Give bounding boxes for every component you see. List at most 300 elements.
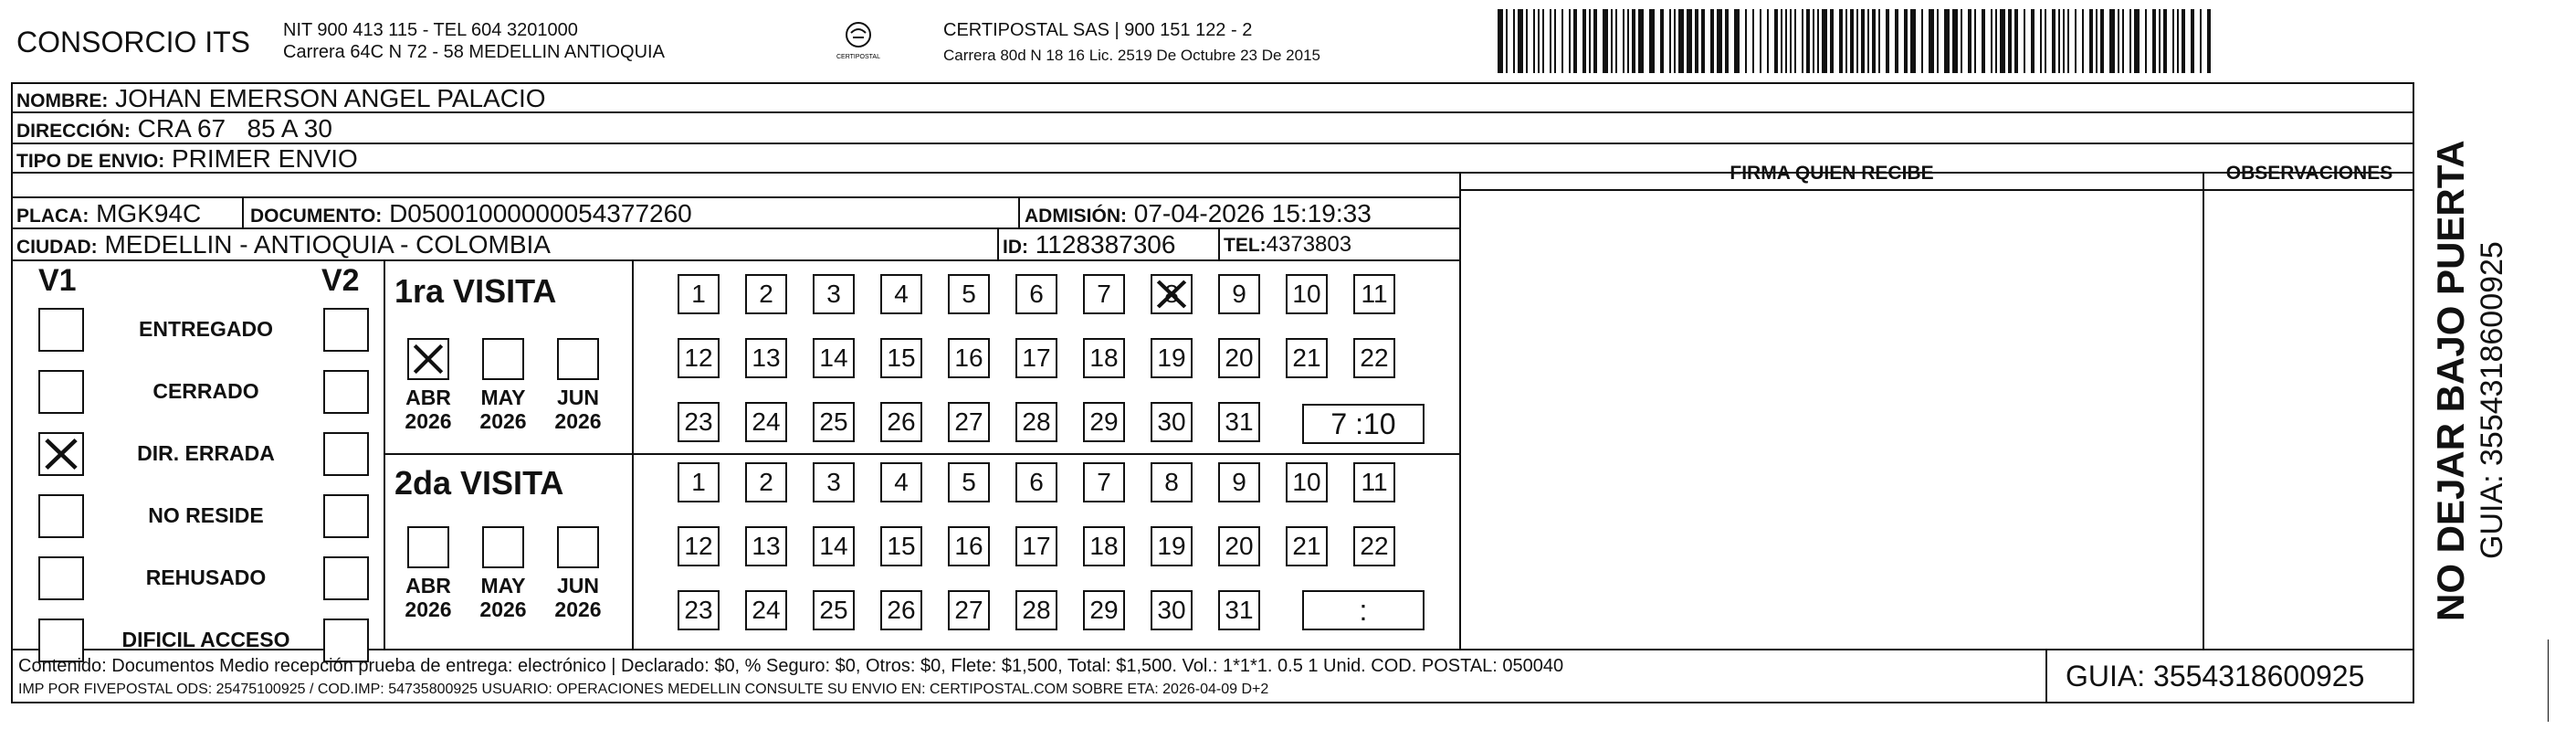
v2-checkbox[interactable] (323, 556, 369, 600)
day-box[interactable] (813, 462, 855, 502)
id-label: ID: (1003, 237, 1028, 258)
month-year: 2026 (405, 409, 452, 433)
company-name: CONSORCIO ITS (16, 26, 251, 58)
day-box[interactable] (948, 402, 990, 442)
ciudad-value: MEDELLIN - ANTIOQUIA - COLOMBIA (104, 230, 551, 259)
v2-checkbox[interactable] (323, 432, 369, 476)
v1-checkbox[interactable] (38, 494, 84, 538)
barcode-bar (1687, 9, 1692, 73)
day-number: 7 (1097, 468, 1111, 496)
barcode-bar (1790, 9, 1792, 73)
barcode-bar (1921, 9, 1923, 73)
day-number: 24 (752, 407, 781, 436)
day-number: 6 (1029, 280, 1044, 308)
barcode-bar (1830, 9, 1834, 73)
v1-checkbox[interactable] (38, 308, 84, 352)
day-box[interactable] (1151, 526, 1193, 566)
firma-header: FIRMA QUIEN RECIBE (1730, 163, 1934, 184)
v1-checkbox[interactable] (38, 556, 84, 600)
month-name: ABR (405, 386, 451, 409)
admision-label: ADMISIÓN: (1025, 206, 1127, 227)
tipo-field (16, 144, 358, 174)
barcode-bar (2145, 9, 2147, 73)
tel-value: 4373803 (1266, 232, 1352, 257)
day-box[interactable] (1015, 526, 1057, 566)
barcode-bar (2008, 9, 2012, 73)
day-number: 12 (684, 532, 713, 560)
day-box[interactable] (678, 462, 720, 502)
barcode-bar (2191, 9, 2194, 73)
footer-guia: GUIA: 3554318600925 (2066, 660, 2365, 692)
day-number: 10 (1292, 280, 1321, 308)
day-number: 1 (691, 468, 706, 496)
day-number: 14 (819, 344, 848, 372)
month-name: MAY (480, 386, 526, 409)
barcode-bar (2000, 9, 2005, 73)
day-number: 28 (1022, 407, 1051, 436)
barcode-bar (2067, 9, 2069, 73)
day-box[interactable] (813, 402, 855, 442)
day-box[interactable] (813, 274, 855, 314)
day-box[interactable] (745, 402, 787, 442)
day-box[interactable] (1083, 402, 1125, 442)
documento-label: DOCUMENTO: (250, 206, 383, 227)
id-value: 1128387306 (1035, 230, 1176, 259)
barcode-bar (1861, 9, 1865, 73)
day-number: 18 (1089, 532, 1119, 560)
day-box[interactable] (1015, 338, 1057, 378)
barcode-bar (1774, 9, 1778, 73)
nombre-value: JOHAN EMERSON ANGEL PALACIO (115, 84, 546, 112)
day-box[interactable] (880, 402, 922, 442)
barcode-bar (1611, 9, 1613, 73)
tel-field (1224, 232, 1351, 258)
col-divider (2203, 172, 2204, 649)
day-box[interactable] (1286, 338, 1328, 378)
barcode-bar (1867, 9, 1869, 73)
nombre-field (16, 84, 546, 113)
admision-field (1025, 199, 1372, 228)
day-box[interactable] (948, 526, 990, 566)
cell-divider (2045, 649, 2047, 703)
day-box[interactable] (948, 590, 990, 630)
day-box[interactable] (1353, 462, 1395, 502)
barcode-bar (1895, 9, 1898, 73)
day-number: 29 (1089, 596, 1119, 624)
status-label: REHUSADO (145, 566, 267, 589)
day-number: 21 (1292, 344, 1321, 372)
day-box[interactable] (1015, 462, 1057, 502)
second-visit-time[interactable]: : (1302, 590, 1425, 630)
barcode-bar (2172, 9, 2174, 73)
cell-divider (384, 259, 385, 649)
day-box[interactable] (745, 590, 787, 630)
day-box[interactable] (1083, 462, 1125, 502)
month-checkbox[interactable] (557, 338, 599, 380)
barcode-bar (2075, 9, 2077, 73)
v2-checkbox[interactable] (323, 494, 369, 538)
month-name: JUN (556, 574, 599, 597)
cell-divider (1018, 196, 1020, 227)
placa-field (16, 199, 201, 228)
day-number: 13 (752, 532, 781, 560)
status-label: DIFICIL ACCESO (121, 628, 290, 651)
status-label: CERRADO (152, 379, 259, 403)
footer-imp: IMP POR FIVEPOSTAL ODS: 25475100925 / COD.IMP: 54735800925 USUARIO: OPERACIONES MEDELLIN CONSULTE SU ENVIO EN: CERTIPOSTAL.COM SOBRE ETA: 2026-04-09 D+2 (18, 682, 1269, 697)
day-box[interactable] (1151, 274, 1193, 314)
day-number: 26 (887, 596, 916, 624)
barcode-bar (1910, 9, 1916, 73)
barcode-bar (2089, 9, 2093, 73)
barcode (1498, 9, 2219, 73)
cell-divider (1218, 227, 1220, 259)
day-box[interactable] (1353, 338, 1395, 378)
barcode-bar (2129, 9, 2131, 73)
barcode-bar (1649, 9, 1655, 73)
month-year: 2026 (554, 409, 602, 433)
day-number: 29 (1089, 407, 1119, 436)
barcode-bar (2031, 9, 2035, 73)
barcode-bar (1660, 9, 1664, 73)
barcode-bar (1615, 9, 1617, 73)
day-number: 2 (759, 280, 773, 308)
x-mark-icon (409, 340, 447, 378)
month-checkbox[interactable] (557, 526, 599, 568)
month-label (399, 574, 457, 621)
col-divider (1459, 172, 1461, 649)
direccion-value: CRA 67 85 A 30 (137, 114, 332, 143)
day-box[interactable] (948, 274, 990, 314)
direccion-field (16, 114, 332, 143)
day-box[interactable] (1151, 590, 1193, 630)
v1-checkbox[interactable] (38, 432, 84, 476)
placa-label: PLACA: (16, 206, 89, 227)
visit-divider (384, 453, 1461, 455)
barcode-bar (2182, 9, 2185, 73)
day-box[interactable] (745, 462, 787, 502)
day-box[interactable] (745, 526, 787, 566)
v2-label: V2 (321, 263, 360, 298)
day-number: 20 (1225, 344, 1254, 372)
month-label (474, 574, 532, 621)
day-box[interactable] (813, 526, 855, 566)
barcode-bar (1845, 9, 1847, 73)
day-box[interactable] (678, 338, 720, 378)
barcode-bar (1813, 9, 1814, 73)
day-box[interactable] (745, 338, 787, 378)
barcode-bar (2100, 9, 2104, 73)
day-number: 17 (1022, 532, 1051, 560)
v2-checkbox[interactable] (323, 370, 369, 414)
barcode-bar (1582, 9, 1586, 73)
day-box[interactable] (1083, 590, 1125, 630)
barcode-bar (1498, 9, 1503, 73)
day-box[interactable] (1218, 462, 1260, 502)
barcode-bar (1839, 9, 1843, 73)
barcode-bar (1944, 9, 1950, 73)
day-box[interactable] (1286, 274, 1328, 314)
barcode-bar (1982, 9, 1985, 73)
barcode-bar (1638, 9, 1644, 73)
barcode-bar (1569, 9, 1571, 73)
day-box[interactable] (1015, 402, 1057, 442)
barcode-bar (1695, 9, 1698, 73)
barcode-bar (1538, 9, 1540, 73)
barcode-bar (2096, 9, 2098, 73)
day-number: 4 (894, 468, 909, 496)
day-number: 23 (684, 407, 713, 436)
day-box[interactable] (880, 338, 922, 378)
barcode-bar (1745, 9, 1747, 73)
barcode-bar (1794, 9, 1796, 73)
barcode-bar (1968, 9, 1971, 73)
v1-checkbox[interactable] (38, 370, 84, 414)
day-number: 27 (954, 596, 983, 624)
day-number: 20 (1225, 532, 1254, 560)
tel-label: TEL: (1224, 235, 1267, 256)
month-name: ABR (405, 574, 451, 597)
barcode-bar (1550, 9, 1551, 73)
barcode-bar (1995, 9, 1997, 73)
month-checkbox[interactable] (482, 526, 524, 568)
day-number: 3 (826, 468, 841, 496)
certipostal-logo-icon (831, 20, 886, 64)
logo-text: CERTIPOSTAL (836, 54, 880, 60)
day-number: 31 (1225, 407, 1254, 436)
day-number: 6 (1029, 468, 1044, 496)
day-box[interactable] (678, 590, 720, 630)
day-box[interactable] (1218, 590, 1260, 630)
company-nit: NIT 900 413 115 - TEL 604 3201000 (283, 20, 578, 40)
day-number: 21 (1292, 532, 1321, 560)
day-box[interactable] (1218, 402, 1260, 442)
day-box[interactable] (1218, 274, 1260, 314)
barcode-bar (1961, 9, 1962, 73)
day-box[interactable] (1286, 462, 1328, 502)
barcode-bar (1822, 9, 1827, 73)
barcode-bar (2014, 9, 2018, 73)
barcode-bar (2058, 9, 2060, 73)
barcode-bar (1593, 9, 1597, 73)
barcode-bar (2134, 9, 2140, 73)
day-number: 7 (1097, 280, 1111, 308)
day-number: 18 (1089, 344, 1119, 372)
day-box[interactable] (948, 462, 990, 502)
barcode-bar (1937, 9, 1939, 73)
month-year: 2026 (479, 409, 527, 433)
month-label (549, 386, 607, 433)
day-number: 22 (1360, 532, 1389, 560)
day-box[interactable] (1353, 274, 1395, 314)
placa-value: MGK94C (96, 199, 202, 227)
tipo-value: PRIMER ENVIO (171, 144, 358, 173)
second-visit-title: 2da VISITA (394, 464, 564, 502)
status-label: ENTREGADO (139, 317, 273, 341)
day-box[interactable] (745, 274, 787, 314)
row-divider (11, 259, 1461, 261)
day-box[interactable] (813, 590, 855, 630)
day-number: 16 (954, 532, 983, 560)
day-number: 4 (894, 280, 909, 308)
barcode-bar (1734, 9, 1740, 73)
edge-mark (2548, 640, 2549, 722)
barcode-bar (1850, 9, 1854, 73)
barcode-bar (1752, 9, 1754, 73)
day-number: 9 (1232, 468, 1246, 496)
day-box[interactable] (1218, 526, 1260, 566)
day-box[interactable] (880, 526, 922, 566)
id-field (1003, 230, 1175, 259)
footer-content: Contenido: Documentos Medio recepción prueba de entrega: electrónico | Declarado: $0, % Seguro: $0, Otros: $0, Flete: $1,500, Total: $1,500. Vol.: 1*1*1. 0.5 1 Unid. COD. POSTAL: 050040 (18, 656, 1564, 676)
barcode-bar (1674, 9, 1676, 73)
day-box[interactable] (1151, 402, 1193, 442)
day-box[interactable] (1015, 274, 1057, 314)
row-divider (11, 143, 2414, 144)
barcode-bar (1573, 9, 1577, 73)
v2-checkbox[interactable] (323, 308, 369, 352)
barcode-bar (1533, 9, 1535, 73)
barcode-bar (1785, 9, 1787, 73)
day-number: 2 (759, 468, 773, 496)
barcode-bar (1542, 9, 1544, 73)
barcode-bar (1781, 9, 1782, 73)
day-number: 3 (826, 280, 841, 308)
observaciones-header: OBSERVACIONES (2225, 163, 2393, 184)
day-box[interactable] (678, 274, 720, 314)
row-divider (11, 196, 1461, 198)
barcode-bar (2118, 9, 2119, 73)
day-number: 26 (887, 407, 916, 436)
barcode-bar (2082, 9, 2084, 73)
v1-label: V1 (38, 263, 77, 298)
day-box[interactable] (1353, 526, 1395, 566)
tipo-label: TIPO DE ENVIO: (16, 151, 165, 172)
cell-divider (632, 259, 634, 649)
day-box[interactable] (880, 462, 922, 502)
first-visit-time[interactable]: 7 :10 (1302, 404, 1425, 444)
day-number: 1 (691, 280, 706, 308)
barcode-bar (1717, 9, 1722, 73)
barcode-bar (1817, 9, 1819, 73)
month-name: MAY (480, 574, 526, 597)
barcode-bar (2040, 9, 2042, 73)
barcode-bar (2122, 9, 2124, 73)
day-number: 25 (819, 407, 848, 436)
barcode-bar (2063, 9, 2065, 73)
barcode-bar (2052, 9, 2056, 73)
barcode-bar (2177, 9, 2179, 73)
barcode-bar (1627, 9, 1629, 73)
day-number: 25 (819, 596, 848, 624)
cell-divider (242, 196, 244, 227)
day-number: 12 (684, 344, 713, 372)
barcode-bar (1725, 9, 1729, 73)
barcode-bar (1554, 9, 1556, 73)
barcode-bar (1701, 9, 1705, 73)
barcode-bar (1974, 9, 1976, 73)
barcode-bar (1767, 9, 1769, 73)
day-number: 8 (1164, 468, 1179, 496)
barcode-bar (1952, 9, 1958, 73)
month-name: JUN (556, 386, 599, 409)
day-box[interactable] (678, 526, 720, 566)
month-year: 2026 (554, 597, 602, 621)
barcode-bar (2163, 9, 2167, 73)
courier-address: Carrera 80d N 18 16 Lic. 2519 De Octubre 23 De 2015 (943, 47, 1320, 64)
barcode-bar (2207, 9, 2211, 73)
barcode-bar (1878, 9, 1880, 73)
day-box[interactable] (1083, 338, 1125, 378)
day-box[interactable] (948, 338, 990, 378)
day-number: 31 (1225, 596, 1254, 624)
day-number: 8 (1164, 280, 1179, 308)
barcode-bar (1623, 9, 1624, 73)
day-box[interactable] (880, 274, 922, 314)
day-number: 11 (1361, 468, 1388, 496)
barcode-bar (1513, 9, 1515, 73)
nombre-label: NOMBRE: (16, 90, 109, 111)
barcode-bar (1632, 9, 1635, 73)
day-box[interactable] (1015, 590, 1057, 630)
barcode-bar (1929, 9, 1934, 73)
ciudad-label: CIUDAD: (16, 237, 98, 258)
month-label (474, 386, 532, 433)
month-checkbox[interactable] (407, 526, 449, 568)
day-number: 27 (954, 407, 983, 436)
day-box[interactable] (1151, 462, 1193, 502)
day-number: 30 (1157, 596, 1186, 624)
day-number: 13 (752, 344, 781, 372)
day-box[interactable] (1083, 526, 1125, 566)
barcode-bar (1886, 9, 1889, 73)
barcode-bar (2200, 9, 2202, 73)
documento-field (250, 199, 692, 228)
barcode-bar (1904, 9, 1908, 73)
day-box[interactable] (1286, 526, 1328, 566)
month-label (399, 386, 457, 433)
barcode-bar (1589, 9, 1591, 73)
x-mark-icon (1152, 276, 1191, 312)
day-number: 22 (1360, 344, 1389, 372)
ciudad-field (16, 230, 551, 259)
barcode-bar (1603, 9, 1608, 73)
day-number: 15 (887, 532, 916, 560)
day-box[interactable] (1218, 338, 1260, 378)
day-number: 19 (1157, 532, 1186, 560)
row-divider (1461, 189, 2414, 191)
day-box[interactable] (813, 338, 855, 378)
status-label: NO RESIDE (148, 503, 264, 527)
day-box[interactable] (678, 402, 720, 442)
month-checkbox[interactable] (407, 338, 449, 380)
company-address: Carrera 64C N 72 - 58 MEDELLIN ANTIOQUIA (283, 42, 665, 62)
day-box[interactable] (880, 590, 922, 630)
day-number: 19 (1157, 344, 1186, 372)
side-warning: NO DEJAR BAJO PUERTA (2429, 140, 2472, 621)
barcode-bar (1669, 9, 1671, 73)
barcode-bar (1760, 9, 1761, 73)
day-box[interactable] (1083, 274, 1125, 314)
day-number: 28 (1022, 596, 1051, 624)
day-number: 24 (752, 596, 781, 624)
barcode-bar (1856, 9, 1858, 73)
day-number: 30 (1157, 407, 1186, 436)
day-box[interactable] (1151, 338, 1193, 378)
day-number: 10 (1292, 468, 1321, 496)
direccion-label: DIRECCIÓN: (16, 121, 131, 142)
x-mark-icon (40, 434, 82, 474)
month-checkbox[interactable] (482, 338, 524, 380)
